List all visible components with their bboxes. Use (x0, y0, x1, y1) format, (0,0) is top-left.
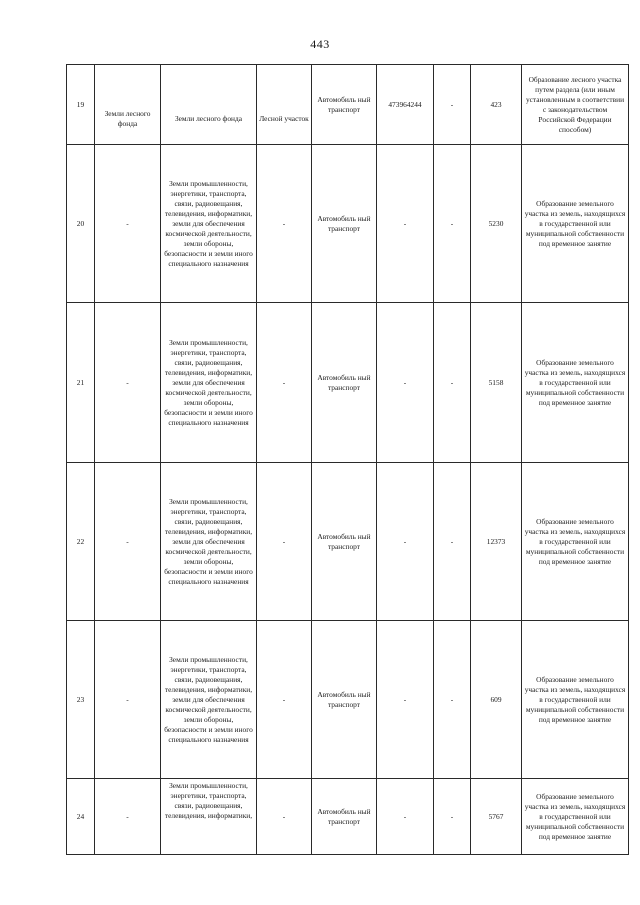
forest-land-category-cell: Земли лесного фонда (95, 65, 161, 145)
dash-cell: - (434, 463, 471, 621)
forest-land-category-cell: - (95, 145, 161, 303)
area-cell: 5158 (471, 303, 522, 463)
land-category-cell: Земли промышленности, энергетики, транспорта, связи, радиовещания, телевидения, информатики, земли для обеспечения космической деятельности, земли обороны, безопасности и земли иного специального назначения (161, 303, 257, 463)
forest-land-category-cell: - (95, 779, 161, 855)
purpose-cell: Автомобиль ный транспорт (312, 779, 377, 855)
table-row (67, 779, 629, 855)
object-type-cell: - (257, 145, 312, 303)
object-type-cell: Лесной участок (257, 65, 312, 145)
purpose-cell: Автомобиль ный транспорт (312, 145, 377, 303)
row-number: 21 (67, 303, 95, 463)
reason-cell: Образование земельного участка из земель, находящихся в государственной или муниципальной собственности под временное занятие (522, 303, 629, 463)
dash-cell: - (434, 779, 471, 855)
dash-cell: - (434, 303, 471, 463)
forest-land-category-cell: - (95, 621, 161, 779)
dash-cell: - (434, 145, 471, 303)
dash-cell: - (434, 65, 471, 145)
table-row (67, 65, 629, 145)
area-cell: 12373 (471, 463, 522, 621)
cadastral-number-cell: - (377, 463, 434, 621)
land-category-cell: Земли промышленности, энергетики, транспорта, связи, радиовещания, телевидения, информатики, земли для обеспечения космической деятельности, земли обороны, безопасности и земли иного специального назначения (161, 621, 257, 779)
purpose-cell: Автомобиль ный транспорт (312, 303, 377, 463)
land-category-cell: Земли промышленности, энергетики, транспорта, связи, радиовещания, телевидения, информатики, (161, 779, 257, 855)
row-number: 23 (67, 621, 95, 779)
object-type-cell: - (257, 621, 312, 779)
area-cell: 5230 (471, 145, 522, 303)
forest-land-category-cell: - (95, 463, 161, 621)
land-category-cell: Земли промышленности, энергетики, транспорта, связи, радиовещания, телевидения, информатики, земли для обеспечения космической деятельности, земли обороны, безопасности и земли иного специального назначения (161, 145, 257, 303)
land-plots-table (66, 64, 629, 855)
land-category-cell: Земли лесного фонда (161, 65, 257, 145)
purpose-cell: Автомобиль ный транспорт (312, 463, 377, 621)
cadastral-number-cell: - (377, 621, 434, 779)
area-cell: 609 (471, 621, 522, 779)
reason-cell: Образование земельного участка из земель, находящихся в государственной или муниципальной собственности под временное занятие (522, 621, 629, 779)
row-number: 22 (67, 463, 95, 621)
cadastral-number-cell: - (377, 145, 434, 303)
dash-cell: - (434, 621, 471, 779)
page-number: 443 (310, 37, 330, 51)
object-type-cell: - (257, 463, 312, 621)
reason-cell: Образование лесного участка путем раздела (или иным установленным в соответствии с законодательством Российской Федерации способом) (522, 65, 629, 145)
reason-cell: Образование земельного участка из земель, находящихся в государственной или муниципальной собственности под временное занятие (522, 145, 629, 303)
table-row (67, 145, 629, 303)
object-type-cell: - (257, 303, 312, 463)
purpose-cell: Автомобиль ный транспорт (312, 65, 377, 145)
cadastral-number-cell: - (377, 303, 434, 463)
land-category-cell: Земли промышленности, энергетики, транспорта, связи, радиовещания, телевидения, информатики, земли для обеспечения космической деятельности, земли обороны, безопасности и земли иного специального назначения (161, 463, 257, 621)
row-number: 19 (67, 65, 95, 145)
purpose-cell: Автомобиль ный транспорт (312, 621, 377, 779)
row-number: 24 (67, 779, 95, 855)
area-cell: 5767 (471, 779, 522, 855)
object-type-cell: - (257, 779, 312, 855)
forest-land-category-cell: - (95, 303, 161, 463)
area-cell: 423 (471, 65, 522, 145)
reason-cell: Образование земельного участка из земель, находящихся в государственной или муниципальной собственности под временное занятие (522, 779, 629, 855)
row-number: 20 (67, 145, 95, 303)
cadastral-number-cell: 473964244 (377, 65, 434, 145)
cadastral-number-cell: - (377, 779, 434, 855)
reason-cell: Образование земельного участка из земель, находящихся в государственной или муниципальной собственности под временное занятие (522, 463, 629, 621)
table-row (67, 621, 629, 779)
table-row (67, 463, 629, 621)
table-row (67, 303, 629, 463)
